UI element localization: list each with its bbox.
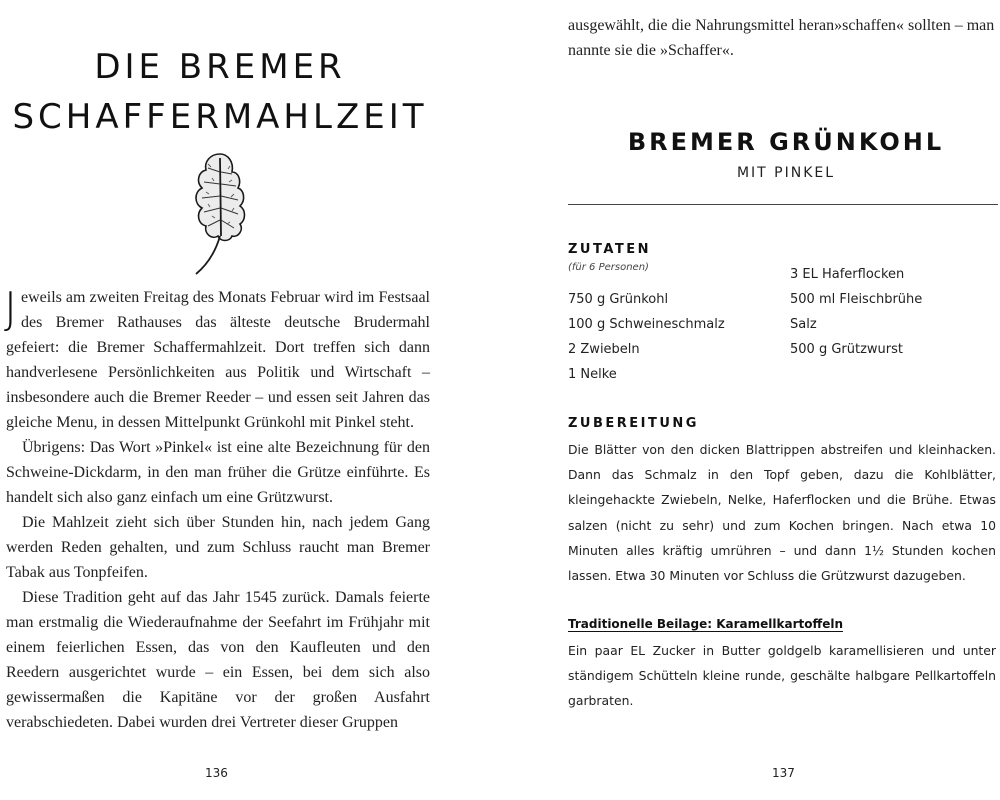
side-dish-heading: Traditionelle Beilage: Karamellkartoffeln <box>568 617 843 631</box>
ingredients-heading: ZUTATEN <box>568 242 652 257</box>
right-page <box>500 0 1000 800</box>
paragraph-1 <box>6 285 430 435</box>
paragraph-3: Die Mahlzeit zieht sich über Stunden hin, nach jedem Gang werden Reden gehalten, und zum Schluss raucht man Bremer Tabak aus Tonpfeifen. <box>6 514 430 581</box>
recipe-title: BREMER GRÜNKOHL <box>627 128 945 156</box>
chapter-title <box>0 42 440 142</box>
ingredient-item: 750 g Grünkohl <box>568 292 669 307</box>
paragraph-1-text: eweils am zweiten Freitag des Monats Februar wird im Festsaal des Bremer Rathauses das älteste deutsche Brudermahl gefeiert: die Bremer Schaffermahlzeit. Dort treffen sich dann handverlesene Persönlichkeiten aus Politik und Wirtschaft – insbesondere auch die Bremer Reeder – und essen seit Jahren das gleiche Menu, in dessen Mittelpunkt Grünkohl mit Pinkel steht. <box>6 289 430 431</box>
side-dish-text: Ein paar EL Zucker in Butter goldgelb karamellisieren und unter ständigem Schütteln kleine runde, geschälte halbgare Pellkartoffeln garbraten. <box>568 643 996 709</box>
ingredient-item: Salz <box>790 317 817 332</box>
divider-rule <box>568 204 998 205</box>
continued-text <box>568 13 998 63</box>
method-text: Die Blätter von den dicken Blattrippen abstreifen und kleinhacken. Dann das Schmalz in den Topf geben, dazu die Kohlblätter, kleingehackte Zwiebeln, Nelke, Haferflocken und die Brühe. Etwas salzen (nicht zu sehr) und zum Kochen bringen. Nach etwa 10 Minuten alles kräftig umrühren – und dann 1½ Stunden kochen lassen. Etwa 30 Minuten vor Schluss die Grützwurst dazugeben. <box>568 442 996 584</box>
chapter-title-line2: SCHAFFERMAHLZEIT <box>12 97 428 137</box>
paragraph-4: Diese Tradition geht auf das Jahr 1545 zurück. Damals feierte man erstmalig die Wiederaufnahme der Seefahrt im Frühjahr mit einem feierlichen Essen, das von den Kaufleuten und den Reedern ausgerichtet wurde – ein Essen, bei dem sich also gewissermaßen die Kapitäne vor der großen Ausfahrt verabschiedeten. Dabei wurden drei Vertreter dieser Gruppen <box>6 589 430 731</box>
chapter-title-line1: DIE BREMER <box>94 47 346 87</box>
chapter-body-text <box>6 285 430 735</box>
kale-leaf-illustration <box>186 142 252 276</box>
recipe-subtitle: MIT PINKEL <box>736 165 836 181</box>
continued-paragraph: ausgewählt, die die Nahrungsmittel heran»schaffen« sollten – man nannte sie die »Schaffer«. <box>568 17 995 59</box>
ingredient-item: 3 EL Haferflocken <box>790 267 905 282</box>
ingredient-item: 100 g Schweineschmalz <box>568 317 725 332</box>
page-number-left: 136 <box>205 766 228 780</box>
ingredients-column-1 <box>568 287 725 387</box>
drop-cap: J <box>4 283 17 334</box>
ingredient-item: 500 ml Fleischbrühe <box>790 292 923 307</box>
ingredient-item: 1 Nelke <box>568 367 617 382</box>
ingredients-column-2 <box>790 262 922 362</box>
ingredient-item: 2 Zwiebeln <box>568 342 640 357</box>
page-number-right: 137 <box>772 766 795 780</box>
servings-note: (für 6 Personen) <box>568 262 649 273</box>
ingredient-item: 500 g Grützwurst <box>790 342 903 357</box>
paragraph-2: Übrigens: Das Wort »Pinkel« ist eine alte Bezeichnung für den Schweine-Dickdarm, in den man früher die Grütze einführte. Es handelt sich also ganz einfach um eine Grützwurst. <box>6 439 430 506</box>
method-heading: ZUBEREITUNG <box>568 416 699 431</box>
